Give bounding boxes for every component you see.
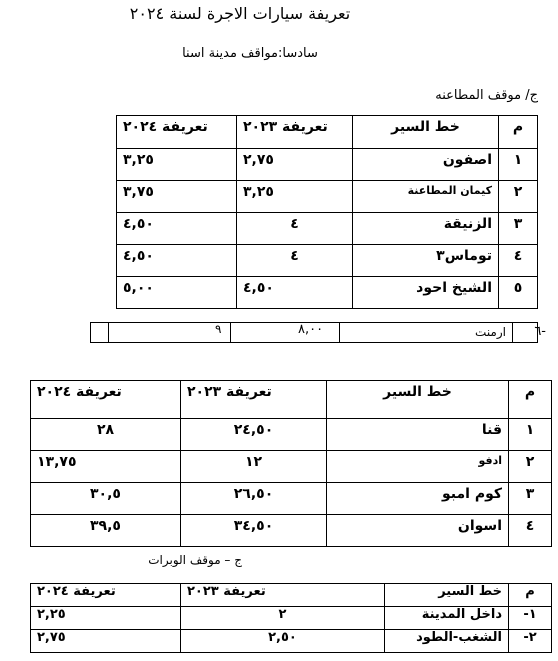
row-route: توماس٣: [353, 245, 499, 277]
row-fare-2023: ٣٤,٥٠: [181, 515, 327, 547]
table-header-row: [117, 116, 538, 149]
extra-row-divider: [512, 322, 513, 343]
table-row: [31, 515, 552, 547]
table-row: [31, 483, 552, 515]
row-fare-2024: ١٣,٧٥: [31, 451, 181, 483]
table-row: [117, 277, 538, 309]
row-fare-2023: ٢٤,٥٠: [181, 419, 327, 451]
column-header-fare-2024: تعريفة ٢٠٢٤: [31, 584, 181, 607]
column-header-fare-2023: تعريفة ٢٠٢٣: [181, 584, 385, 607]
row-fare-2024: ٣٩,٥: [31, 515, 181, 547]
column-header-fare-2024: تعريفة ٢٠٢٤: [31, 381, 181, 419]
table-row: [117, 213, 538, 245]
row-index: ٤: [499, 245, 538, 277]
row-index: ١: [499, 149, 538, 181]
page-title: تعريفة سيارات الاجرة لسنة ٢٠٢٤: [129, 4, 351, 23]
row-index: ٢: [509, 451, 552, 483]
column-header-route: خط السير: [327, 381, 509, 419]
column-header-fare-2023: تعريفة ٢٠٢٣: [181, 381, 327, 419]
row-route: اصفون: [353, 149, 499, 181]
row-index: ٣: [509, 483, 552, 515]
row-index: ٢-: [509, 630, 552, 653]
row-index: ٢: [499, 181, 538, 213]
row-route: قنا: [327, 419, 509, 451]
row-fare-2023: ١٢: [181, 451, 327, 483]
table-row: [117, 181, 538, 213]
row-fare-2023: ٤: [237, 213, 353, 245]
extra-row-fare-2023: ٨,٠٠: [298, 322, 324, 337]
row-fare-2023: ٤,٥٠: [237, 277, 353, 309]
section-heading-mataana: ج/ موقف المطاعنه: [435, 88, 538, 103]
column-header-index: م: [499, 116, 538, 149]
extra-row-divider: [108, 322, 109, 343]
column-header-fare-2024: تعريفة ٢٠٢٤: [117, 116, 237, 149]
row-route: الشغب-الطود: [385, 630, 509, 653]
row-fare-2023: ٢٦,٥٠: [181, 483, 327, 515]
table-row: [31, 630, 552, 653]
fare-table-long-distance: [30, 380, 552, 547]
row-fare-2023: ٢,٥٠: [181, 630, 385, 653]
table-header-row: [31, 584, 552, 607]
row-route: الزنيقة: [353, 213, 499, 245]
page-subtitle: سادسا:مواقف مدينة اسنا: [182, 46, 318, 61]
column-header-route: خط السير: [353, 116, 499, 149]
extra-row-fare-2024: ٩: [215, 322, 222, 336]
row-route: داخل المدينة: [385, 607, 509, 630]
row-fare-2024: ٥,٠٠: [117, 277, 237, 309]
row-route: الشيخ احود: [353, 277, 499, 309]
fare-table-wabrat: [30, 583, 552, 653]
row-route: ادفو: [327, 451, 509, 483]
column-header-route: خط السير: [385, 584, 509, 607]
extra-row-route: ارمنت: [475, 325, 506, 339]
row-index: ٣: [499, 213, 538, 245]
extra-row-divider: [230, 322, 231, 343]
column-header-fare-2023: تعريفة ٢٠٢٣: [237, 116, 353, 149]
column-header-index: م: [509, 381, 552, 419]
row-index: ١-: [509, 607, 552, 630]
row-fare-2023: ٣,٢٥: [237, 181, 353, 213]
table-row: [31, 419, 552, 451]
row-fare-2023: ٢: [181, 607, 385, 630]
row-index: ١: [509, 419, 552, 451]
row-fare-2024: ٣,٢٥: [117, 149, 237, 181]
table-row: [31, 607, 552, 630]
row-route: كيمان المطاعنة: [353, 181, 499, 213]
row-fare-2024: ٢٨: [31, 419, 181, 451]
table-row: [117, 245, 538, 277]
row-fare-2024: ٢,٧٥: [31, 630, 181, 653]
table-row: [31, 451, 552, 483]
table-row: [117, 149, 538, 181]
row-fare-2024: ٤,٥٠: [117, 245, 237, 277]
fare-table-mataana: [116, 115, 538, 309]
row-fare-2023: ٤: [237, 245, 353, 277]
row-index: ٥: [499, 277, 538, 309]
row-route: كوم امبو: [327, 483, 509, 515]
row-fare-2024: ٤,٥٠: [117, 213, 237, 245]
row-fare-2024: ٣,٧٥: [117, 181, 237, 213]
extra-row-index: ٦-: [534, 324, 546, 339]
row-fare-2024: ٣٠,٥: [31, 483, 181, 515]
section-heading-wabrat: ج – موقف الوبرات: [148, 553, 242, 567]
row-index: ٤: [509, 515, 552, 547]
row-route: اسوان: [327, 515, 509, 547]
table-header-row: [31, 381, 552, 419]
row-fare-2024: ٢,٢٥: [31, 607, 181, 630]
extra-row-divider: [339, 322, 340, 343]
row-fare-2023: ٢,٧٥: [237, 149, 353, 181]
column-header-index: م: [509, 584, 552, 607]
